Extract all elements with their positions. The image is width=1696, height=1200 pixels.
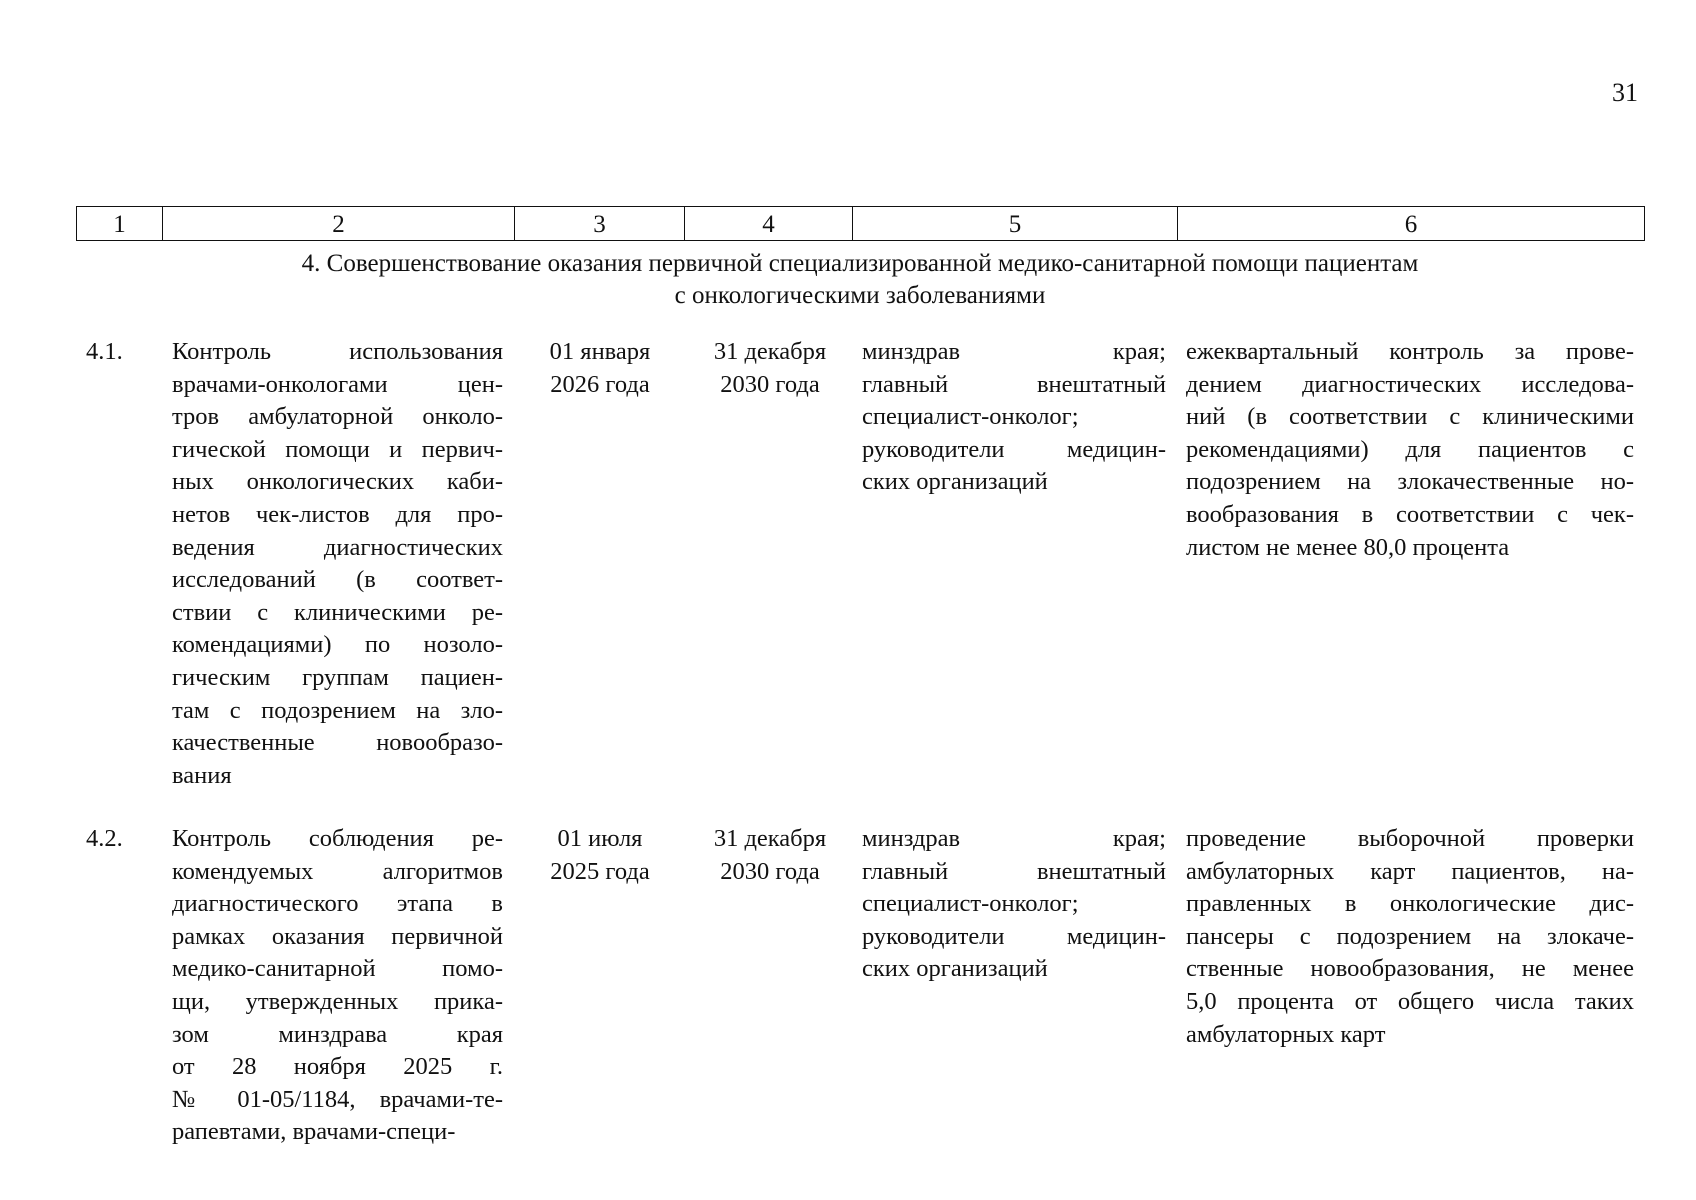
text-line: амбулаторных карт (1186, 1020, 1386, 1048)
responsible-parties (862, 823, 1166, 986)
text-line: ских организаций (862, 468, 1048, 496)
text-line: вообразования в соответствии с чек- (1186, 500, 1634, 528)
text-line: качественные новообразо- (172, 729, 503, 757)
text-line: исследований (в соответ- (172, 566, 503, 594)
text-line: минздрав края; (862, 338, 1166, 365)
text-line: там с подозрением на зло- (172, 696, 503, 724)
section-title-line: 4. Совершенствование оказания первичной специализированной медико-санитарной помощи пациентам (301, 250, 1419, 277)
text-line: рапевтами, врачами-специ- (172, 1118, 456, 1146)
section-title-line: с онкологическими заболеваниями (674, 282, 1046, 309)
text-line: 2030 года (720, 857, 820, 885)
text-line: Контроль соблюдения ре- (172, 825, 503, 852)
text-line: специалист-онколог; (862, 403, 1079, 431)
text-line: пансеры с подозрением на злокаче- (1186, 922, 1634, 950)
column-number-cell: 2 (163, 207, 515, 241)
text-line: гической помощи и первич- (172, 435, 503, 463)
end-date (700, 823, 840, 888)
text-line: от 28 ноября 2025 г. (172, 1053, 503, 1081)
text-line: 01 июля (557, 825, 643, 852)
text-line: 2025 года (550, 857, 650, 885)
text-line: щи, утвержденных прика- (172, 987, 503, 1015)
text-line: рамках оказания первичной (172, 922, 503, 950)
text-line: вания (172, 761, 232, 789)
text-line: тров амбулаторной онколо- (172, 403, 503, 431)
text-line: листом не менее 80,0 процента (1186, 533, 1510, 561)
text-line: минздрав края; (862, 825, 1166, 852)
end-date (700, 336, 840, 401)
row-number: 4.1. (86, 338, 123, 365)
column-number-cell: 1 (77, 207, 163, 241)
text-line: ведения диагностических (172, 533, 503, 561)
text-line: гическим группам пациен- (172, 663, 503, 691)
text-line: 31 декабря (713, 825, 827, 852)
column-number-cell: 4 (685, 207, 853, 241)
text-line: 5,0 процента от общего числа таких (1186, 987, 1634, 1015)
start-date (536, 823, 664, 888)
column-number-cell: 5 (853, 207, 1178, 241)
text-line: 2026 года (550, 370, 650, 398)
page-number: 31 (1612, 78, 1638, 107)
text-line: 31 декабря (713, 338, 827, 365)
column-number-header (76, 206, 1645, 241)
text-line: дением диагностических исследова- (1186, 370, 1634, 398)
text-line: руководители медицин- (862, 435, 1166, 463)
text-line: подозрением на злокачественные но- (1186, 468, 1634, 496)
text-line: зом минздрава края (172, 1020, 503, 1048)
text-line: 01 января (549, 338, 651, 365)
text-line: ний (в соответствии с клиническими (1186, 403, 1634, 431)
text-line: ствии с клиническими ре- (172, 598, 503, 626)
measure-name (172, 336, 503, 792)
text-line: ственные новообразования, не менее (1186, 955, 1634, 983)
text-line: № 01-05/1184, врачами-те- (172, 1085, 503, 1113)
expected-result (1186, 336, 1634, 564)
text-line: амбулаторных карт пациентов, на- (1186, 857, 1634, 885)
text-line: комендуемых алгоритмов (172, 857, 503, 885)
text-line: врачами-онкологами цен- (172, 370, 503, 398)
text-line: ных онкологических каби- (172, 468, 503, 496)
text-line: проведение выборочной проверки (1186, 825, 1634, 852)
text-line: комендациями) по нозоло- (172, 631, 503, 659)
text-line: рекомендациями) для пациентов с (1186, 435, 1634, 463)
text-line: нетов чек-листов для про- (172, 500, 503, 528)
text-line: главный внештатный (862, 857, 1166, 885)
text-line: ских организаций (862, 955, 1048, 983)
text-line: правленных в онкологические дис- (1186, 890, 1634, 918)
column-number-row (77, 207, 1645, 241)
text-line: диагностического этапа в (172, 890, 503, 918)
start-date (536, 336, 664, 401)
text-line: 2030 года (720, 370, 820, 398)
column-number-cell: 3 (515, 207, 685, 241)
text-line: ежеквартальный контроль за прове- (1186, 338, 1634, 365)
section-title (76, 248, 1644, 312)
measure-name (172, 823, 503, 1149)
column-number-cell: 6 (1178, 207, 1645, 241)
text-line: специалист-онколог; (862, 890, 1079, 918)
expected-result (1186, 823, 1634, 1051)
text-line: медико-санитарной помо- (172, 955, 503, 983)
row-number: 4.2. (86, 825, 123, 852)
text-line: Контроль использования (172, 338, 503, 365)
responsible-parties (862, 336, 1166, 499)
text-line: руководители медицин- (862, 922, 1166, 950)
text-line: главный внештатный (862, 370, 1166, 398)
